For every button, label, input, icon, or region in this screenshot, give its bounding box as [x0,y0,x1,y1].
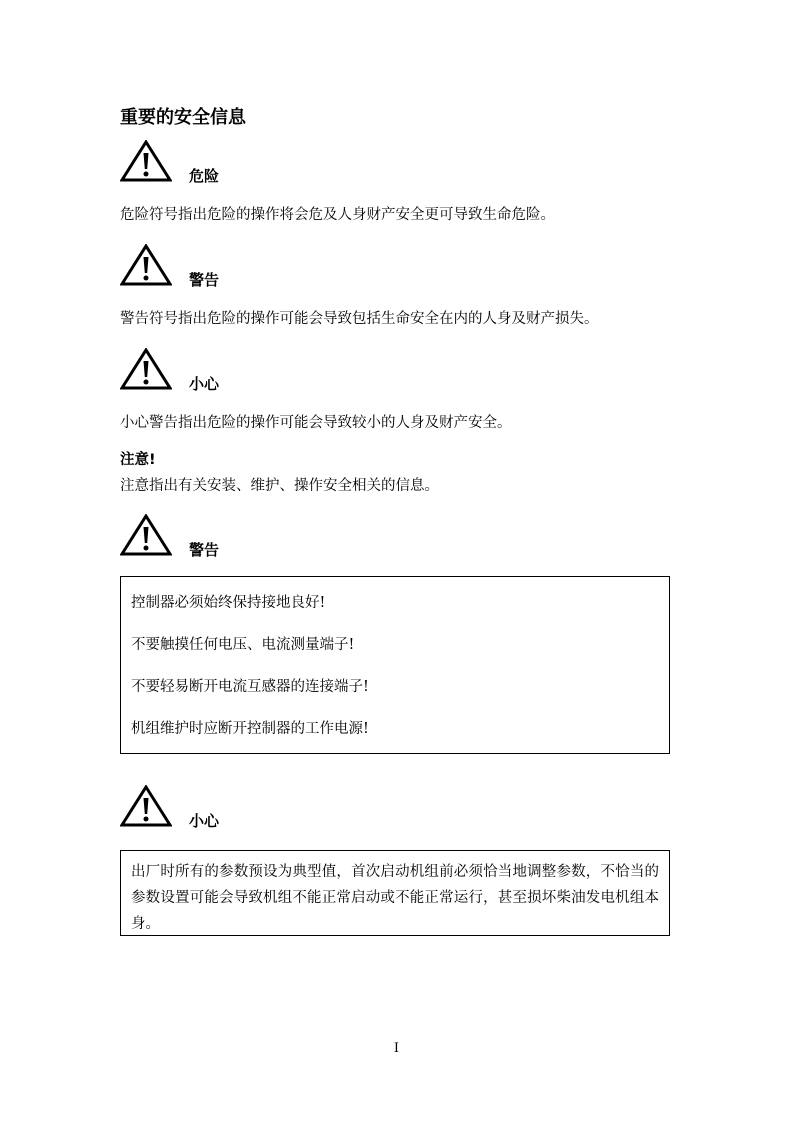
caution-box [120,850,670,936]
warning-description: 警告符号指出危险的操作可能会导致包括生命安全在内的人身及财产损失。 [120,311,599,327]
note-description: 注意指出有关安装、维护、操作安全相关的信息。 [120,478,439,494]
page-number: I [393,1041,400,1056]
page-title: 重要的安全信息 [120,107,246,128]
danger-description: 危险符号指出危险的操作将会危及人身财产安全更可导致生命危险。 [120,207,555,223]
caution-section-label: 小心 [189,812,220,830]
warning-triangle-icon [120,785,172,829]
warning-triangle-icon [120,348,172,392]
danger-label: 危险 [189,167,220,185]
warning-box [120,576,670,754]
caution-label: 小心 [189,375,220,393]
warning-item: 不要触摸任何电压、电流测量端子! [131,637,355,653]
note-title: 注意! [120,452,156,468]
warning-section-label: 警告 [189,541,220,559]
warning-label: 警告 [189,271,220,289]
warning-triangle-icon [120,140,172,184]
caution-text: 出厂时所有的参数预设为典型值，首次启动机组前必须恰当地调整参数，不恰当的参数设置可能会导致机组不能正常启动或不能正常运行，甚至损坏柴油发电机组本身。 [131,864,659,932]
warning-item: 控制器必须始终保持接地良好! [131,595,326,611]
warning-triangle-icon [120,514,172,558]
warning-triangle-icon [120,244,172,288]
warning-item: 机组维护时应断开控制器的工作电源! [131,721,369,737]
caution-description: 小心警告指出危险的操作可能会导致较小的人身及财产安全。 [120,415,512,431]
warning-item: 不要轻易断开电流互感器的连接端子! [131,679,369,695]
